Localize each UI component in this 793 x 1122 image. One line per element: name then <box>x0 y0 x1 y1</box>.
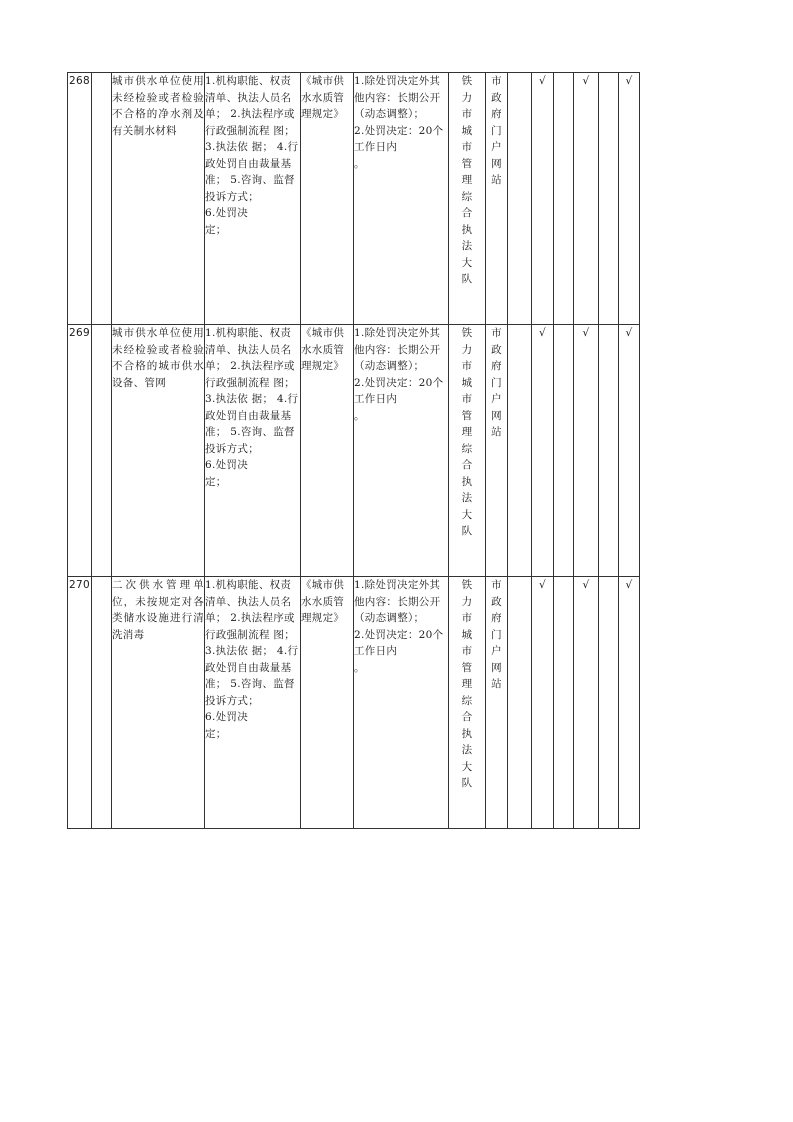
legal-basis: 《城市供水水质管理规定》 <box>301 75 345 120</box>
mark-cell: √ <box>532 73 554 325</box>
mark-cell <box>599 73 619 325</box>
responsible-subject-cell <box>449 73 486 325</box>
item-name: 城市供水单位使用未经检验或者检验不合格的净水剂及有关制水材料 <box>112 75 204 137</box>
mark-cell <box>508 73 532 325</box>
disclosure-content: 1.机构职能、权责清单、执法人员名单； 2.执法程序或行政强制流程 图； 3.执法依 据； 4.行政处罚自由裁量基准； 5.咨询、监督投诉方式； 6.处罚决 定； <box>205 327 299 488</box>
disclosure-channel-cell <box>486 73 508 325</box>
mark-cell <box>599 577 619 829</box>
legal-basis-cell <box>301 325 354 577</box>
disclosure-content: 1.机构职能、权责清单、执法人员名单； 2.执法程序或行政强制流程 图； 3.执法依 据； 4.行政处罚自由裁量基准； 5.咨询、监督投诉方式； 6.处罚决 定； <box>205 75 299 236</box>
mark-cell: √ <box>619 73 640 325</box>
responsible-subject: 铁力市城市管理综合执法大队 <box>461 327 473 537</box>
legal-basis-cell <box>301 577 354 829</box>
disclosure-channel: 市政府门户网站 <box>491 579 502 690</box>
disclosure-content-cell <box>205 577 301 829</box>
disclosure-content-cell <box>205 73 301 325</box>
mark-cell <box>508 325 532 577</box>
legal-basis: 《城市供水水质管理规定》 <box>301 579 345 624</box>
disclosure-period-cell <box>354 325 449 577</box>
spacer-cell <box>92 577 112 829</box>
legal-basis-cell <box>301 73 354 325</box>
disclosure-content: 1.机构职能、权责清单、执法人员名单； 2.执法程序或行政强制流程 图； 3.执法依 据； 4.行政处罚自由裁量基准； 5.咨询、监督投诉方式； 6.处罚决 定； <box>205 579 299 740</box>
legal-basis: 《城市供水水质管理规定》 <box>301 327 345 372</box>
row-number: 270 <box>68 577 92 829</box>
item-name-cell <box>112 325 205 577</box>
disclosure-channel-cell <box>486 325 508 577</box>
disclosure-channel: 市政府门户网站 <box>491 327 502 438</box>
item-name-cell <box>112 577 205 829</box>
mark-cell <box>554 577 574 829</box>
item-name-cell <box>112 73 205 325</box>
mark-cell: √ <box>532 577 554 829</box>
mark-cell <box>554 73 574 325</box>
mark-cell: √ <box>574 73 599 325</box>
responsible-subject: 铁力市城市管理综合执法大队 <box>461 75 473 285</box>
disclosure-channel-cell <box>486 577 508 829</box>
disclosure-table <box>67 72 640 829</box>
spacer-cell <box>92 325 112 577</box>
disclosure-channel: 市政府门户网站 <box>491 75 502 186</box>
mark-cell: √ <box>619 577 640 829</box>
row-number: 268 <box>68 73 92 325</box>
table-row <box>68 325 640 577</box>
responsible-subject: 铁力市城市管理综合执法大队 <box>461 579 473 789</box>
spacer-cell <box>92 73 112 325</box>
mark-cell <box>554 325 574 577</box>
disclosure-period: 1.除处罚决定外其他内容：长期公开 （动态调整）； 2.处罚决定：20个工作日内 。 <box>354 327 444 422</box>
item-name: 二次供水管理单位，未按规定对各类储水设施进行清洗消毒 <box>112 579 204 641</box>
mark-cell: √ <box>532 325 554 577</box>
mark-cell: √ <box>574 325 599 577</box>
responsible-subject-cell <box>449 577 486 829</box>
mark-cell: √ <box>619 325 640 577</box>
table-row <box>68 577 640 829</box>
mark-cell <box>599 325 619 577</box>
responsible-subject-cell <box>449 325 486 577</box>
table-body <box>68 73 640 829</box>
mark-cell: √ <box>574 577 599 829</box>
mark-cell <box>508 577 532 829</box>
disclosure-period-cell <box>354 577 449 829</box>
disclosure-period: 1.除处罚决定外其他内容：长期公开 （动态调整）； 2.处罚决定：20个工作日内 。 <box>354 579 444 674</box>
row-number: 269 <box>68 325 92 577</box>
item-name: 城市供水单位使用未经检验或者检验不合格的城市供水设备、管网 <box>112 327 204 389</box>
disclosure-period: 1.除处罚决定外其他内容：长期公开 （动态调整）； 2.处罚决定：20个工作日内 。 <box>354 75 444 170</box>
disclosure-content-cell <box>205 325 301 577</box>
table-row <box>68 73 640 325</box>
disclosure-period-cell <box>354 73 449 325</box>
